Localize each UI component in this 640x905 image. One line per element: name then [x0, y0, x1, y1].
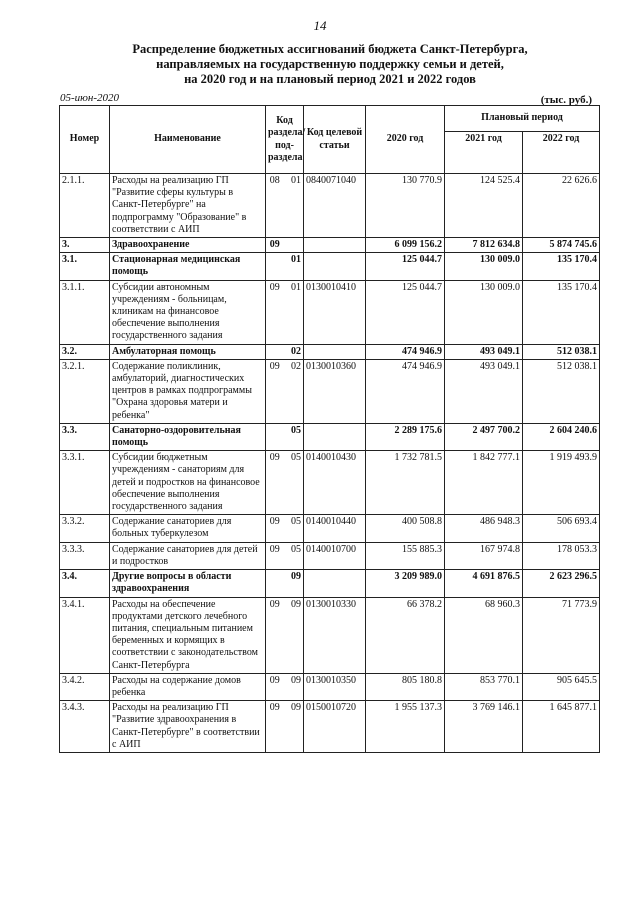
cell-2021: 486 948.3 [445, 515, 523, 542]
cell-name: Стационарная медицинская помощь [110, 253, 266, 280]
cell-target-code [304, 570, 366, 597]
table-body [60, 174, 600, 753]
cell-2021: 130 009.0 [445, 253, 523, 280]
cell-2020: 125 044.7 [366, 280, 445, 344]
cell-section: 09 [266, 673, 284, 700]
cell-section: 09 [266, 280, 284, 344]
cell-2022: 1 919 493.9 [523, 451, 600, 515]
cell-number: 3.3.2. [60, 515, 110, 542]
cell-section: 09 [266, 451, 284, 515]
cell-name: Содержание поликлиник, амбулаторий, диагностических центров в рамках подпрограммы "Охрана здоровья матери и ребенка" [110, 359, 266, 423]
cell-2021: 2 497 700.2 [445, 423, 523, 450]
cell-name: Содержание санаториев для детей и подростков [110, 542, 266, 569]
header-2020: 2020 год [366, 106, 445, 174]
cell-section [266, 423, 284, 450]
document-date: 05-июн-2020 [60, 92, 120, 104]
header-name: Наименование [110, 106, 266, 174]
cell-subsection: 02 [284, 359, 304, 423]
cell-2022: 71 773.9 [523, 597, 600, 673]
cell-name: Здравоохранение [110, 238, 266, 253]
cell-subsection [284, 238, 304, 253]
cell-2022: 512 038.1 [523, 359, 600, 423]
cell-name: Субсидии автономным учреждениям - больницам, клиникам на финансовое обеспечение выполнения государственного задания [110, 280, 266, 344]
table-row [60, 701, 600, 753]
cell-subsection: 01 [284, 253, 304, 280]
table-row [60, 344, 600, 359]
cell-2020: 474 946.9 [366, 344, 445, 359]
document-title [60, 42, 600, 87]
cell-subsection: 01 [284, 174, 304, 238]
cell-subsection: 09 [284, 597, 304, 673]
table-row [60, 238, 600, 253]
cell-2020: 155 885.3 [366, 542, 445, 569]
cell-subsection: 05 [284, 515, 304, 542]
cell-2022: 512 038.1 [523, 344, 600, 359]
cell-name: Расходы на реализацию ГП "Развитие сферы культуры в Санкт-Петербурге" на подпрограмму "Образование" в соответствии с АИП [110, 174, 266, 238]
cell-2022: 135 170.4 [523, 280, 600, 344]
budget-table [59, 105, 600, 753]
cell-target-code: 0130010350 [304, 673, 366, 700]
title-line-1: Распределение бюджетных ассигнований бюджета Санкт-Петербурга, [132, 42, 528, 56]
cell-name: Расходы на содержание домов ребенка [110, 673, 266, 700]
cell-2022: 905 645.5 [523, 673, 600, 700]
cell-subsection: 05 [284, 451, 304, 515]
table-row [60, 597, 600, 673]
table-row [60, 423, 600, 450]
cell-target-code [304, 238, 366, 253]
cell-2020: 400 508.8 [366, 515, 445, 542]
cell-2021: 167 974.8 [445, 542, 523, 569]
table-row [60, 570, 600, 597]
cell-number: 3.4. [60, 570, 110, 597]
table-row [60, 673, 600, 700]
cell-2021: 68 960.3 [445, 597, 523, 673]
cell-2022: 22 626.6 [523, 174, 600, 238]
table-row [60, 515, 600, 542]
cell-section: 09 [266, 701, 284, 753]
cell-2022: 2 604 240.6 [523, 423, 600, 450]
cell-target-code: 0140010430 [304, 451, 366, 515]
cell-section: 09 [266, 238, 284, 253]
table-row [60, 174, 600, 238]
table-row [60, 451, 600, 515]
cell-target-code: 0130010410 [304, 280, 366, 344]
cell-target-code [304, 423, 366, 450]
cell-2021: 493 049.1 [445, 359, 523, 423]
cell-2022: 178 053.3 [523, 542, 600, 569]
table-row [60, 542, 600, 569]
title-line-3: на 2020 год и на плановый период 2021 и 2022 годов [184, 72, 476, 86]
cell-2022: 135 170.4 [523, 253, 600, 280]
cell-2020: 130 770.9 [366, 174, 445, 238]
cell-number: 3.2.1. [60, 359, 110, 423]
title-line-2: направляемых на государственную поддержку семьи и детей, [156, 57, 504, 71]
cell-2021: 493 049.1 [445, 344, 523, 359]
cell-2021: 3 769 146.1 [445, 701, 523, 753]
cell-name: Расходы на реализацию ГП "Развитие здравоохранения в Санкт-Петербурге" в соответствии с АИП [110, 701, 266, 753]
cell-number: 3.4.1. [60, 597, 110, 673]
cell-target-code: 0140010440 [304, 515, 366, 542]
cell-target-code: 0150010720 [304, 701, 366, 753]
cell-subsection: 09 [284, 673, 304, 700]
cell-target-code [304, 344, 366, 359]
cell-target-code: 0130010330 [304, 597, 366, 673]
header-section-code: Код раздела/ под- раздела [266, 106, 304, 174]
table-row [60, 359, 600, 423]
cell-2021: 130 009.0 [445, 280, 523, 344]
cell-section: 08 [266, 174, 284, 238]
cell-2022: 5 874 745.6 [523, 238, 600, 253]
cell-number: 2.1.1. [60, 174, 110, 238]
cell-subsection: 02 [284, 344, 304, 359]
cell-number: 3.3.1. [60, 451, 110, 515]
cell-subsection: 05 [284, 423, 304, 450]
cell-2020: 3 209 989.0 [366, 570, 445, 597]
cell-number: 3.4.3. [60, 701, 110, 753]
cell-number: 3.4.2. [60, 673, 110, 700]
cell-number: 3.3.3. [60, 542, 110, 569]
header-2022: 2022 год [523, 132, 600, 174]
cell-2020: 1 732 781.5 [366, 451, 445, 515]
cell-2020: 1 955 137.3 [366, 701, 445, 753]
table-row [60, 253, 600, 280]
cell-name: Санаторно-оздоровительная помощь [110, 423, 266, 450]
cell-section: 09 [266, 597, 284, 673]
cell-2021: 124 525.4 [445, 174, 523, 238]
cell-2021: 4 691 876.5 [445, 570, 523, 597]
cell-name: Расходы на обеспечение продуктами детского лечебного питания, специальным питанием беременных и кормящих в соответствии с законодательством Санкт-Петербурга [110, 597, 266, 673]
cell-number: 3.1. [60, 253, 110, 280]
cell-subsection: 09 [284, 701, 304, 753]
cell-subsection: 05 [284, 542, 304, 569]
header-target-code: Код целевой статьи [304, 106, 366, 174]
cell-2020: 2 289 175.6 [366, 423, 445, 450]
cell-target-code: 0140010700 [304, 542, 366, 569]
cell-subsection: 01 [284, 280, 304, 344]
cell-2021: 7 812 634.8 [445, 238, 523, 253]
cell-name: Амбулаторная помощь [110, 344, 266, 359]
cell-2022: 506 693.4 [523, 515, 600, 542]
cell-number: 3.3. [60, 423, 110, 450]
header-planned-period: Плановый период [445, 106, 600, 132]
cell-section [266, 570, 284, 597]
cell-2020: 6 099 156.2 [366, 238, 445, 253]
page-number: 14 [313, 18, 327, 33]
cell-section: 09 [266, 359, 284, 423]
cell-name: Субсидии бюджетным учреждениям - санаториям для детей и подростков на финансовое обеспечение выполнения государственного задания [110, 451, 266, 515]
cell-subsection: 09 [284, 570, 304, 597]
cell-number: 3.2. [60, 344, 110, 359]
cell-name: Другие вопросы в области здравоохранения [110, 570, 266, 597]
table-header [60, 106, 600, 174]
cell-2020: 474 946.9 [366, 359, 445, 423]
cell-2021: 1 842 777.1 [445, 451, 523, 515]
cell-section: 09 [266, 515, 284, 542]
cell-number: 3. [60, 238, 110, 253]
cell-2021: 853 770.1 [445, 673, 523, 700]
header-2021: 2021 год [445, 132, 523, 174]
cell-target-code [304, 253, 366, 280]
cell-name: Содержание санаториев для больных туберкулезом [110, 515, 266, 542]
cell-2020: 805 180.8 [366, 673, 445, 700]
cell-section [266, 344, 284, 359]
table-row [60, 280, 600, 344]
cell-2022: 2 623 296.5 [523, 570, 600, 597]
cell-section: 09 [266, 542, 284, 569]
cell-2020: 125 044.7 [366, 253, 445, 280]
cell-section [266, 253, 284, 280]
cell-target-code: 0840071040 [304, 174, 366, 238]
cell-2022: 1 645 877.1 [523, 701, 600, 753]
unit-label: (тыс. руб.) [540, 94, 592, 106]
header-number: Номер [60, 106, 110, 174]
cell-number: 3.1.1. [60, 280, 110, 344]
cell-2020: 66 378.2 [366, 597, 445, 673]
cell-target-code: 0130010360 [304, 359, 366, 423]
